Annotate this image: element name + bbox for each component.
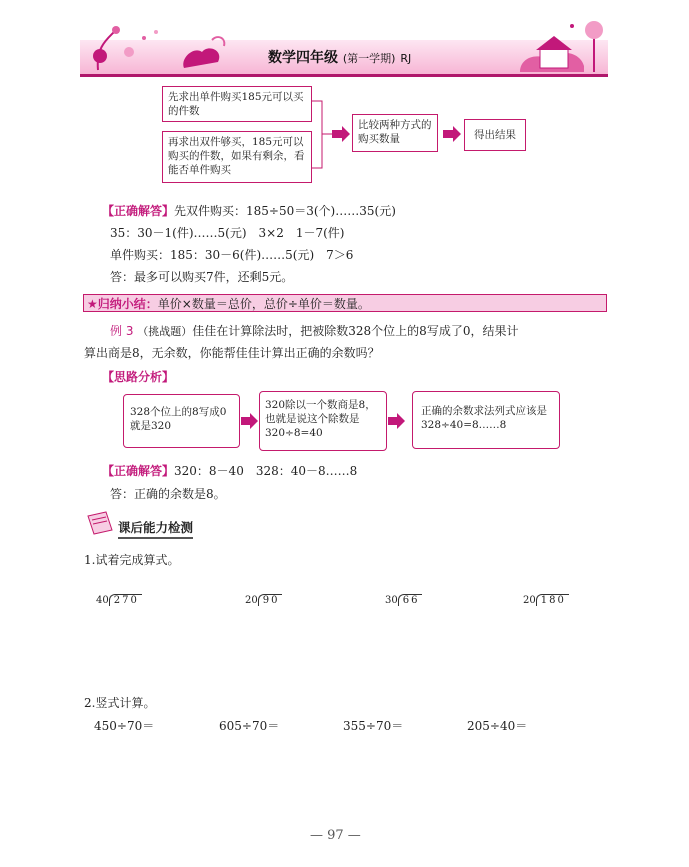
q2-problem-2: 605÷70＝ — [219, 719, 280, 733]
solution1-line2: 35：30－1(件)……5(元) 3×2 1－7(件) — [110, 226, 345, 240]
solution1-line3: 单件购买：185：30－6(件)……5(元) 7＞6 — [110, 248, 354, 262]
header-title — [268, 47, 411, 67]
q1-dividend-2: 90 — [258, 594, 283, 606]
q1-division-2 — [245, 595, 282, 606]
section-title: 课后能力检测 — [118, 518, 193, 539]
page-number: — 97 — — [310, 828, 361, 843]
example3-label: 例 3 — [110, 324, 134, 338]
example3-text1: 佳佳在计算除法时，把被除数328个位上的8写成了0，结果计 — [192, 324, 519, 338]
solution2-tag: 【正确解答】 — [102, 464, 175, 478]
q1-dividend-1: 270 — [109, 594, 142, 606]
q1-dividend-3: 66 — [398, 594, 423, 606]
flow1-box-result: 得出结果 — [464, 119, 526, 151]
solution1-line1 — [102, 202, 396, 219]
q2-problem-4: 205÷40＝ — [467, 719, 528, 733]
q1-divisor-1: 40 — [96, 595, 109, 606]
q1-division-3 — [385, 595, 422, 606]
q1-division-4 — [523, 595, 569, 606]
q1-dividend-4: 180 — [536, 594, 569, 606]
solution2-text1: 320：8－40 328：40－8……8 — [174, 464, 358, 478]
analysis-arrow-2 — [388, 413, 406, 429]
summary-tag: ★归纳小结： — [87, 297, 158, 311]
q1-division-1 — [96, 595, 142, 606]
q2-problem-3: 355÷70＝ — [343, 719, 404, 733]
solution2-answer: 答：正确的余数是8。 — [110, 487, 226, 501]
analysis-box-3: 正确的余数求法列式应该是328÷40=8……8 — [412, 391, 560, 449]
solution2-line1 — [102, 462, 357, 479]
q1-divisor-2: 20 — [245, 595, 258, 606]
section-notebook-icon — [84, 510, 116, 536]
header-flower-decoration — [84, 18, 234, 76]
q1-title: 1.试着完成算式。 — [84, 553, 180, 567]
summary-text: 单价×数量＝总价，总价÷单价＝数量。 — [157, 297, 370, 311]
flow1-arrow-2 — [443, 126, 463, 142]
analysis-box-1: 328个位上的8写成0就是320 — [123, 394, 240, 448]
header-book-title: 数学四年级 — [268, 50, 338, 66]
header-semester: (第一学期) — [342, 52, 396, 65]
example3-line1 — [110, 322, 518, 339]
q1-divisor-3: 30 — [385, 595, 398, 606]
flow1-box-compare: 比较两种方式的购买数量 — [352, 114, 438, 152]
q2-problem-1: 450÷70＝ — [94, 719, 155, 733]
analysis-tag: 【思路分析】 — [102, 370, 175, 384]
summary-bar — [83, 294, 607, 312]
header-edition: RJ — [400, 52, 412, 65]
example3-line2: 算出商是8，无余数，你能帮佳佳计算出正确的余数吗？ — [84, 346, 380, 360]
analysis-box-2: 320除以一个数商是8，也就是说这个除数是320÷8=40 — [259, 391, 387, 451]
header-house-decoration — [510, 14, 610, 76]
solution1-answer: 答：最多可以购买7件，还剩5元。 — [110, 270, 294, 284]
solution1-text1: 先双件购买：185÷50＝3(个)……35(元) — [174, 204, 396, 218]
flow1-box-double: 再求出双件够买，185元可以购买的件数，如果有剩余，看能否单件购买 — [162, 131, 312, 183]
example3-type: （挑战题） — [137, 325, 193, 338]
flow1-box-single: 先求出单件购买185元可以买的件数 — [162, 86, 312, 122]
q1-divisor-4: 20 — [523, 595, 536, 606]
flow1-arrow-1 — [332, 126, 352, 142]
q2-title: 2.竖式计算。 — [84, 696, 156, 710]
solution1-tag: 【正确解答】 — [102, 204, 175, 218]
analysis-arrow-1 — [241, 413, 259, 429]
